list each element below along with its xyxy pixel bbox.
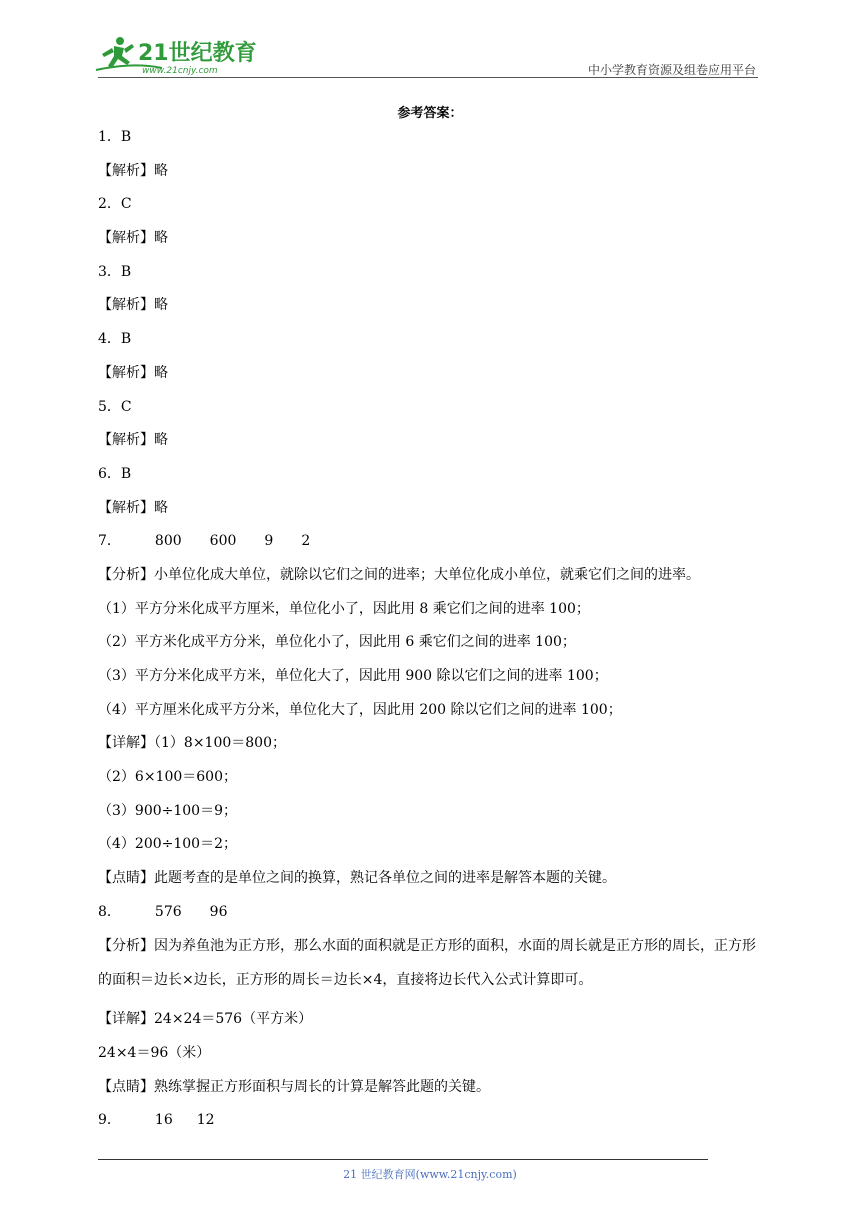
page-title: 参考答案： [397, 106, 463, 121]
answer-9 [98, 1109, 768, 1131]
answer-1: 1．B [98, 129, 132, 145]
answer-value: 16 [154, 1112, 173, 1129]
site-logo [92, 34, 262, 78]
explanation-4: 【解析】略 [98, 364, 168, 381]
footer-divider [98, 1159, 708, 1160]
analysis-7-part-3: （3）平方分米化成平方米，单位化大了，因此用 900 除以它们之间的进率 100； [98, 668, 608, 684]
explanation-2: 【解析】略 [98, 230, 168, 247]
detail-7-part-4: （4）200÷100＝2； [98, 836, 237, 853]
explanation-5: 【解析】略 [98, 432, 168, 449]
answer-value: 576 [154, 903, 182, 920]
answer-value: 600 [209, 533, 237, 550]
detail-7-part-1: 【详解】（1）8×100＝800； [98, 735, 286, 752]
answer-value: 9 [264, 533, 274, 550]
answer-4: 4．B [98, 331, 132, 348]
header-divider [98, 77, 758, 78]
platform-name: 中小学教育资源及组卷应用平台 [587, 63, 756, 77]
analysis-7-part-1: （1）平方分米化成平方厘米，单位化小了，因此用 8 乘它们之间的进率 100； [98, 600, 590, 617]
analysis-7-part-2: （2）平方米化成平方分米，单位化小了，因此用 6 乘它们之间的进率 100； [98, 634, 576, 651]
answer-5: 5．C [98, 398, 132, 415]
analysis-8: 【分析】因为养鱼池为正方形，那么水面的面积就是正方形的面积，水面的周长就是正方形的周长，正方形的面积＝边长×边长，正方形的周长＝边长×4，直接将边长代入公式计算即可。 [98, 937, 756, 988]
runner-icon [102, 37, 134, 68]
answer-value: 800 [154, 533, 182, 550]
answer-content [98, 126, 768, 1143]
detail-7-part-2: （2）6×100＝600； [98, 769, 237, 786]
answer-value: 96 [209, 903, 228, 920]
question-number: 8． [98, 903, 121, 920]
detail-8-part-1: 【详解】24×24＝576（平方米） [98, 1011, 313, 1028]
answer-8 [98, 901, 768, 923]
question-number: 9． [98, 1112, 121, 1129]
explanation-1: 【解析】略 [98, 162, 168, 179]
logo-url: www.21cnjy.com [142, 66, 218, 76]
analysis-7: 【分析】小单位化成大单位，就除以它们之间的进率；大单位化成小单位，就乘它们之间的进率。 [98, 566, 700, 583]
key-point-8: 【点睛】熟练掌握正方形面积与周长的计算是解答此题的关键。 [98, 1078, 490, 1095]
explanation-3: 【解析】略 [98, 297, 168, 314]
answer-3: 3．B [98, 263, 132, 280]
answer-7 [98, 530, 768, 552]
question-number: 7． [98, 533, 121, 550]
detail-8-part-2: 24×4＝96（米） [98, 1044, 211, 1061]
explanation-6: 【解析】略 [98, 499, 168, 516]
logo-text: 21世纪教育 [138, 41, 257, 66]
key-point-7: 【点睛】此题考查的是单位之间的换算，熟记各单位之间的进率是解答本题的关键。 [98, 870, 616, 887]
page-footer: 21 世纪教育网(www.21cnjy.com) [343, 1168, 517, 1181]
analysis-7-part-4: （4）平方厘米化成平方分米，单位化大了，因此用 200 除以它们之间的进率 100； [98, 701, 622, 718]
answer-2: 2．C [98, 196, 132, 213]
answer-6: 6．B [98, 465, 132, 482]
page-header [0, 0, 860, 90]
detail-7-part-3: （3）900÷100＝9； [98, 802, 237, 819]
answer-value: 2 [301, 533, 311, 550]
answer-value: 12 [196, 1112, 215, 1129]
